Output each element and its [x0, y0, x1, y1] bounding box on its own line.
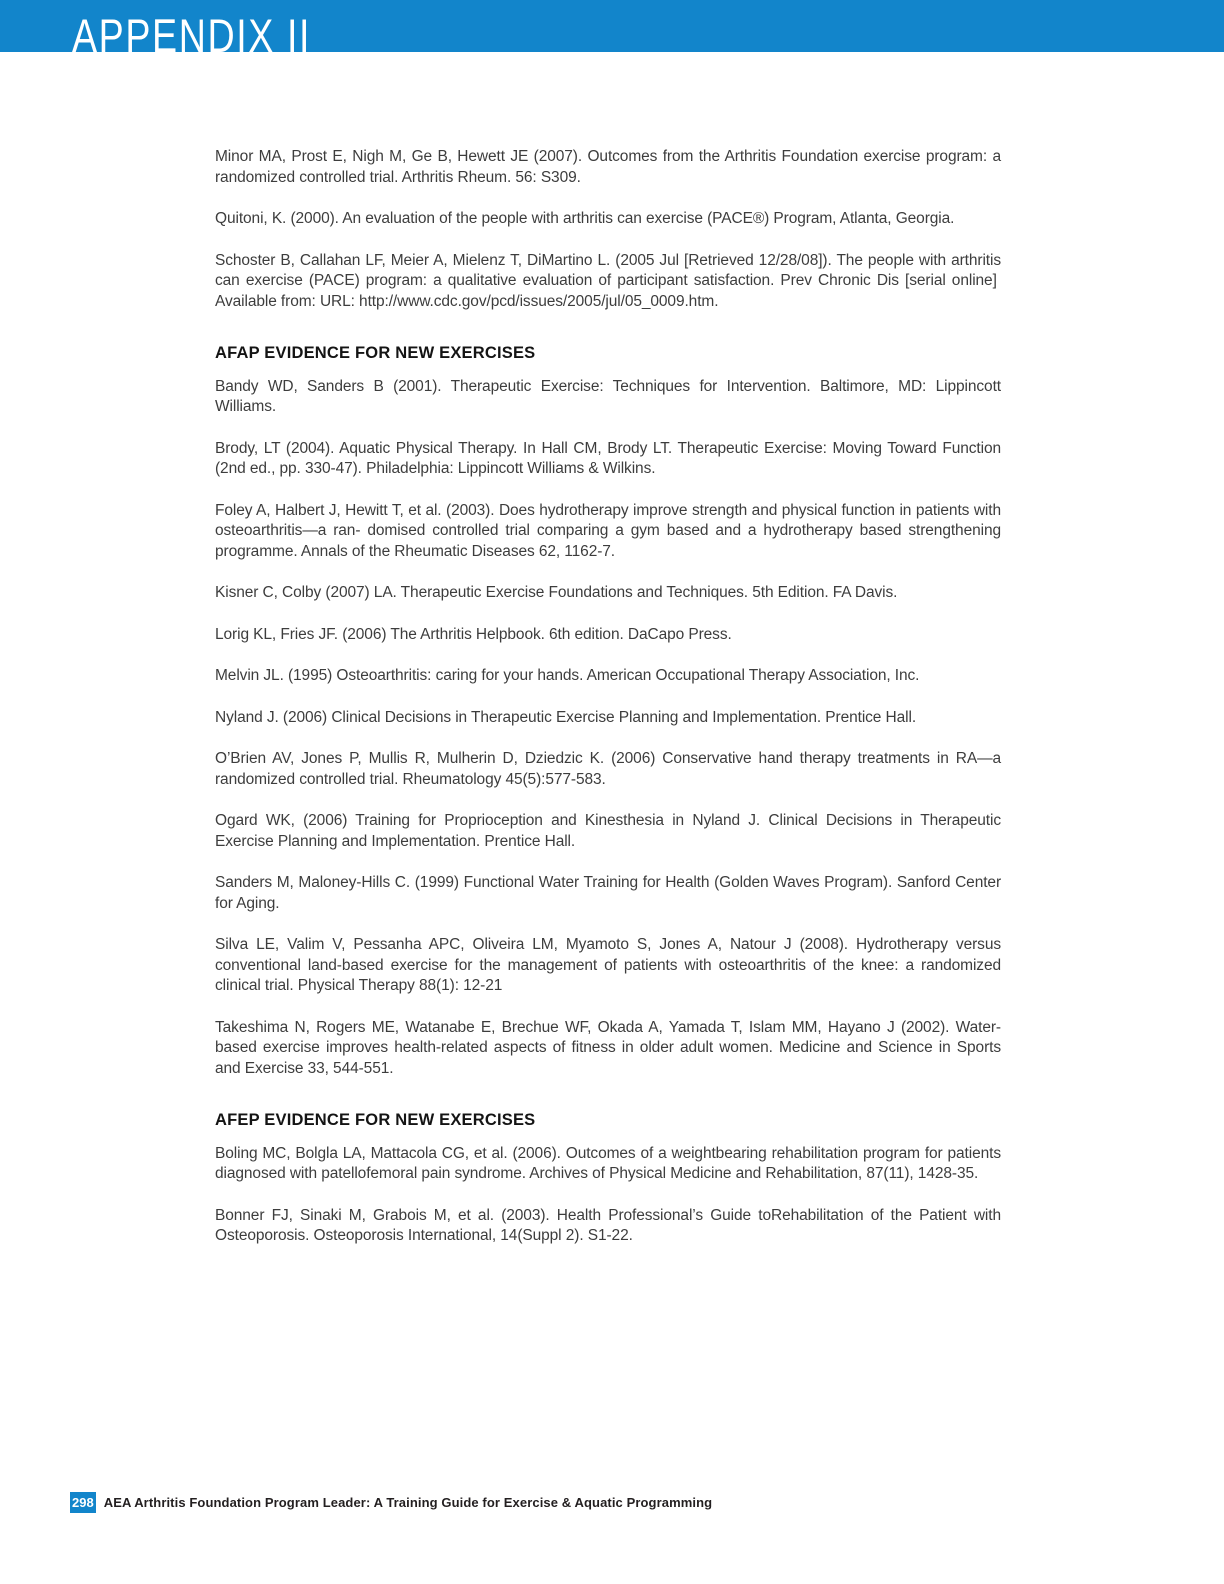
reference-entry: O’Brien AV, Jones P, Mullis R, Mulherin D, Dziedzic K. (2006) Conservative hand therapy treatments in RA—a randomized controlled trial. Rheumatology 45(5):577-583.: [215, 750, 1001, 788]
banner-title: APPENDIX II: [72, 9, 312, 52]
reference-entry: Bandy WD, Sanders B (2001). Therapeutic Exercise: Techniques for Intervention. Baltimore, MD: Lippincott Williams.: [215, 377, 1001, 415]
footer-title: AEA Arthritis Foundation Program Leader: A Training Guide for Exercise & Aquatic Programming: [103, 1495, 713, 1510]
reference-entry: Nyland J. (2006) Clinical Decisions in Therapeutic Exercise Planning and Implementation. Prentice Hall.: [215, 708, 917, 726]
reference-entry: Brody, LT (2004). Aquatic Physical Therapy. In Hall CM, Brody LT. Therapeutic Exercise: Moving Toward Function (2nd ed., pp. 330-47). Philadelphia: Lippincott Williams & Wilkins.: [215, 439, 1001, 477]
reference-entry: Lorig KL, Fries JF. (2006) The Arthritis Helpbook. 6th edition. DaCapo Press.: [215, 625, 732, 643]
reference-entry: Foley A, Halbert J, Hewitt T, et al. (2003). Does hydrotherapy improve strength and physical function in patients with osteoarthritis—a ran- domised controlled trial comparing a gym based and a hydrotherapy based strengthening programme. Annals of the Rheumatic Diseases 62, 1162-7.: [215, 501, 1001, 560]
page-footer: [70, 1492, 712, 1513]
reference-entry: Ogard WK, (2006) Training for Proprioception and Kinesthesia in Nyland J. Clinical Decisions in Therapeutic Exercise Planning and Implementation. Prentice Hall.: [215, 812, 1001, 850]
reference-entry: Schoster B, Callahan LF, Meier A, Mielenz T, DiMartino L. (2005 Jul [Retrieved 12/28/08]). The people with arthritis can exercise (PACE) program: a qualitative evaluation of participant satisfaction. Prev Chronic Dis [serial online] Available from: URL: http://www.cdc.gov/pcd/issues/2005/jul/05_0009.htm.: [215, 251, 1001, 310]
page-number-badge: 298: [70, 1492, 96, 1513]
reference-entry: Boling MC, Bolgla LA, Mattacola CG, et al. (2006). Outcomes of a weightbearing rehabilitation program for patients diagnosed with patellofemoral pain syndrome. Archives of Physical Medicine and Rehabilitation, 87(11), 1428-35.: [215, 1144, 1001, 1182]
reference-entry: Minor MA, Prost E, Nigh M, Ge B, Hewett JE (2007). Outcomes from the Arthritis Foundation exercise program: a randomized controlled trial. Arthritis Rheum. 56: S309.: [215, 148, 1001, 186]
reference-entry: Quitoni, K. (2000). An evaluation of the people with arthritis can exercise (PACE®) Program, Atlanta, Georgia.: [215, 210, 955, 227]
reference-entry: Takeshima N, Rogers ME, Watanabe E, Brechue WF, Okada A, Yamada T, Islam MM, Hayano J (2002). Water-based exercise improves health-related aspects of fitness in older adult women. Medicine and Science in Sports and Exercise 33, 544-551.: [215, 1018, 1001, 1077]
appendix-banner: [0, 0, 1224, 52]
reference-entry: Sanders M, Maloney-Hills C. (1999) Functional Water Training for Health (Golden Waves Program). Sanford Center for Aging.: [215, 874, 1001, 912]
reference-entry: Bonner FJ, Sinaki M, Grabois M, et al. (2003). Health Professional’s Guide toRehabilitation of the Patient with Osteoporosis. Osteoporosis International, 14(Suppl 2). S1-22.: [215, 1206, 1001, 1244]
reference-entry: Kisner C, Colby (2007) LA. Therapeutic Exercise Foundations and Techniques. 5th Edition. FA Davis.: [215, 584, 898, 601]
reference-entry: Silva LE, Valim V, Pessanha APC, Oliveira LM, Myamoto S, Jones A, Natour J (2008). Hydrotherapy versus conventional land-based exercise for the management of patients with osteoarthritis of the knee: a randomized clinical trial. Physical Therapy 88(1): 12-21: [215, 936, 1001, 994]
section-heading: AFAP EVIDENCE FOR NEW EXERCISES: [215, 344, 536, 362]
section-heading: AFEP EVIDENCE FOR NEW EXERCISES: [215, 1111, 536, 1129]
reference-entry: Melvin JL. (1995) Osteoarthritis: caring for your hands. American Occupational Therapy Association, Inc.: [215, 667, 920, 684]
references-list: [215, 147, 1001, 1268]
